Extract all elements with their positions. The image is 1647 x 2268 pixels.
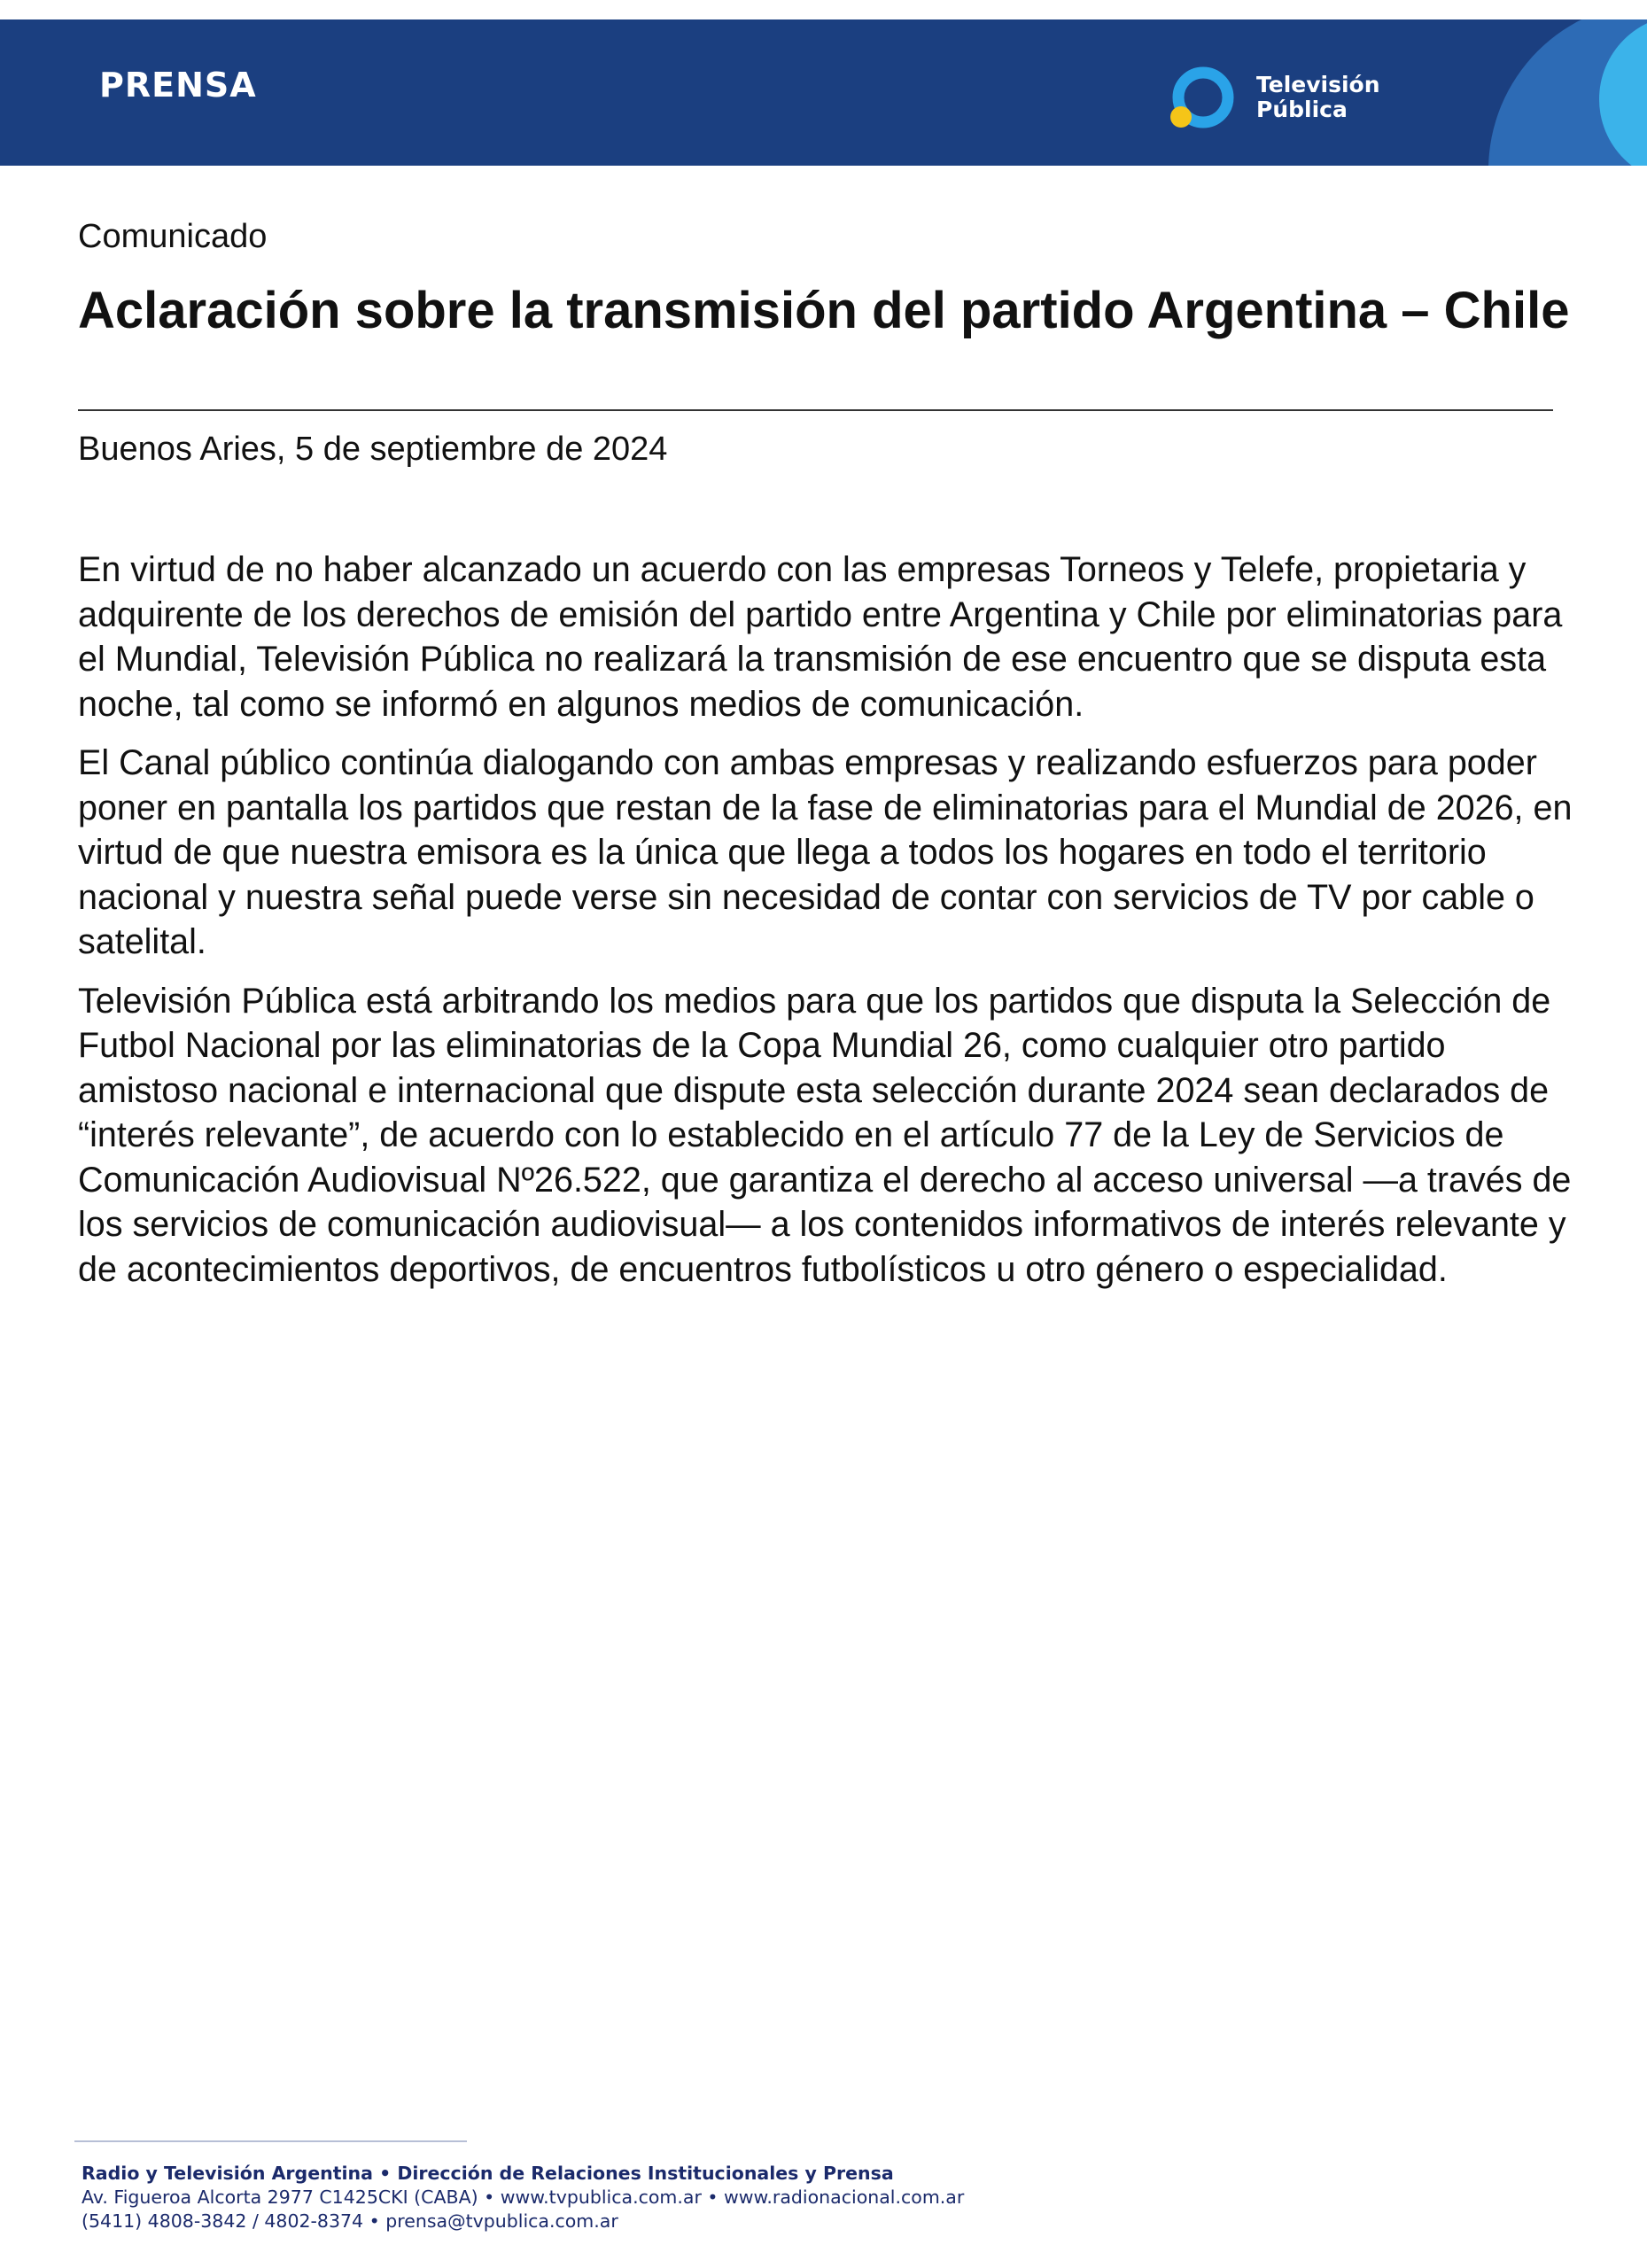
header-band — [0, 19, 1647, 166]
footer-contact: (5411) 4808-3842 / 4802-8374 • prensa@tvpublica.com.ar — [82, 2210, 618, 2232]
footer-address: Av. Figueroa Alcorta 2977 C1425CKI (CABA) • www.tvpublica.com.ar • www.radionacional.com.ar — [82, 2186, 965, 2208]
logo-line-2: Pública — [1256, 97, 1348, 122]
document-body — [78, 548, 1575, 1306]
section-label: PRENSA — [99, 66, 257, 105]
body-paragraph: En virtud de no haber alcanzado un acuerdo con las empresas Torneos y Telefe, propietaria y adquirente de los derechos de emisión del partido entre Argentina y Chile por eliminatorias para el Mundial, Televisión Pública no realizará la transmisión de ese encuentro que se disputa esta noche, tal como se informó en algunos medios de comunicación. — [78, 550, 1563, 724]
tv-publica-logo — [1162, 62, 1393, 142]
footer-divider — [74, 2140, 467, 2142]
footer — [82, 2162, 964, 2233]
body-paragraph: El Canal público continúa dialogando con ambas empresas y realizando esfuerzos para poder poner en pantalla los partidos que restan de la fase de eliminatorias para el Mundial de 2026, en virtud de que nuestra emisora es la única que llega a todos los hogares en todo el territorio nacional y nuestra señal puede verse sin necesidad de contar con servicios de TV por cable o satelital. — [78, 743, 1573, 961]
logo-line-1: Televisión — [1256, 72, 1380, 97]
logo-text — [1256, 73, 1380, 122]
logo-mark-icon — [1162, 62, 1251, 142]
body-paragraph: Televisión Pública está arbitrando los medios para que los partidos que disputa la Selección de Futbol Nacional por las eliminatorias de la Copa Mundial 26, como cualquier otro partido amistoso nacional e internacional que dispute esta selección durante 2024 sean declarados de “interés relevante”, de acuerdo con lo establecido en el artículo 77 de la Ley de Servicios de Comunicación Audiovisual Nº26.522, que garantiza el derecho al acceso universal —a través de los servicios de comunicación audiovisual— a los contenidos informativos de interés relevante y de acontecimientos deportivos, de encuentros futbolísticos u otro género o especialidad. — [78, 981, 1572, 1289]
title-divider — [78, 409, 1553, 411]
document-title: Aclaración sobre la transmisión del partido Argentina – Chile — [78, 282, 1570, 339]
footer-organization: Radio y Televisión Argentina • Dirección de Relaciones Institucionales y Prensa — [82, 2163, 894, 2184]
document-type: Comunicado — [78, 218, 268, 255]
corner-decoration — [1453, 19, 1647, 166]
document-date: Buenos Aries, 5 de septiembre de 2024 — [78, 431, 668, 468]
